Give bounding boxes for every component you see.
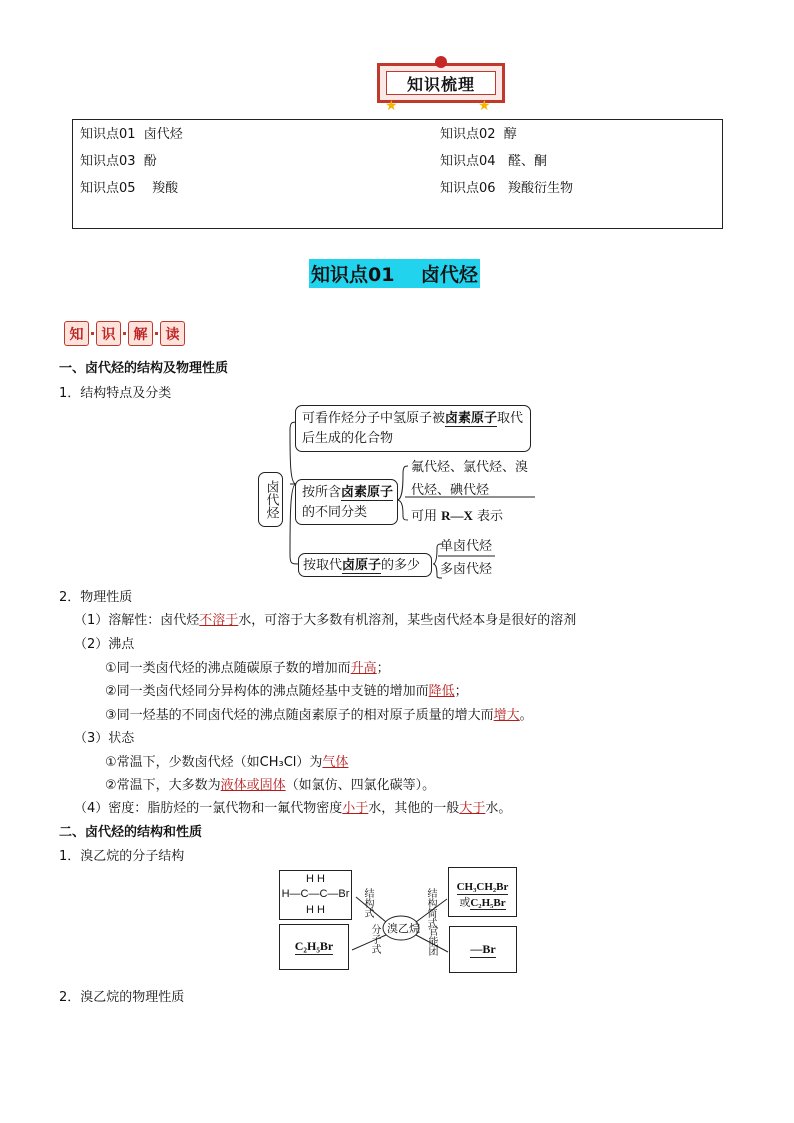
part1-heading: 一、卤代烃的结构及物理性质: [59, 361, 229, 376]
prop-boiling-c: [105, 704, 533, 723]
prop-state-a: [105, 751, 348, 770]
functional-group-box: [449, 926, 517, 973]
text: （4）密度：脂肪烃的一氯代物和一氟代物密度: [74, 801, 343, 816]
text: 水，其他的一般: [368, 801, 460, 816]
chip: 识: [96, 321, 121, 346]
center-label: 溴乙烷: [387, 922, 420, 935]
text: ②同一类卤代烃同分异构体的沸点随烃基中支链的增加而: [105, 684, 429, 699]
star-icon: ★: [385, 98, 398, 114]
box3-text: 的多少: [381, 558, 421, 573]
answer: 不溶于: [199, 613, 239, 628]
part2-heading: 二、卤代烃的结构和性质: [59, 825, 203, 840]
text: 。: [519, 708, 533, 723]
answer: 液体或固体: [220, 778, 286, 793]
prop-state-heading: （3）状态: [74, 731, 135, 746]
text: ；: [454, 684, 468, 699]
diagram-root-label: 卤代烃: [263, 480, 279, 519]
functional-group: —Br: [470, 941, 496, 956]
text: ①同一类卤代烃的沸点随碳原子数的增加而: [105, 661, 351, 676]
box1-text: 取代: [497, 411, 524, 426]
struct-mid: H—C—C—Br: [281, 888, 350, 900]
toc-item[interactable]: 知识点01 卤代烃: [80, 127, 183, 142]
part2-sub1: 1．溴乙烷的分子结构: [59, 849, 185, 864]
condensed-formula-2: C₂H₅Br: [470, 897, 506, 909]
text: ①常温下，少数卤代烃（如CH₃Cl）为: [105, 755, 323, 770]
box2-text: 按所含: [302, 485, 342, 500]
leaf-poly: 多卤代烃: [440, 562, 493, 577]
answer: 气体: [322, 755, 349, 770]
toc-box: [72, 119, 723, 229]
formula-rx: R—X: [441, 508, 473, 523]
chip-separator: [91, 332, 94, 335]
badge-label: 知识梳理: [386, 71, 496, 95]
box3-text: 按取代: [303, 558, 343, 573]
part1-sub2: 2．物理性质: [59, 590, 133, 605]
prop-state-b: [105, 774, 435, 793]
answer: 小于: [342, 801, 369, 816]
part1-sub1: 1．结构特点及分类: [59, 386, 172, 401]
molecular-formula-box: [279, 924, 349, 970]
text: （1）溶解性：卤代烃: [74, 613, 200, 628]
diagram-root: [258, 472, 283, 527]
chip: 知: [64, 321, 89, 346]
formula-pre: 可用: [411, 509, 442, 524]
text: ；: [376, 661, 390, 676]
section-title: 知识点01 卤代烃: [309, 259, 480, 288]
struct-top: H H: [306, 873, 325, 885]
answer: 升高: [350, 661, 377, 676]
star-icon: ★: [478, 98, 491, 114]
label-functional: 官能团: [426, 926, 437, 956]
answer: 大于: [459, 801, 486, 816]
box2-line2: 的不同分类: [302, 505, 368, 520]
prop-solubility: [74, 609, 576, 628]
toc-item[interactable]: 知识点02 醇: [440, 127, 517, 142]
halogen-types-line2: 代烃、碘代烃: [411, 483, 490, 498]
knowledge-chips: [64, 321, 185, 346]
leaf-mono: 单卤代烃: [440, 539, 493, 554]
prop-boiling-b: [105, 680, 468, 699]
diagram-box-by-halogen: [295, 479, 398, 525]
text: ③同一烃基的不同卤代烃的沸点随卤素原子的相对原子质量的增大而: [105, 708, 494, 723]
section-badge: [377, 63, 505, 103]
toc-item[interactable]: 知识点03 酚: [80, 154, 157, 169]
prop-density: [74, 797, 511, 816]
box1-text: 可看作烃分子中氢原子被: [302, 411, 446, 426]
label-structural: 结构式: [362, 888, 373, 918]
badge-pin-icon: [435, 56, 447, 68]
text: ②常温下，大多数为: [105, 778, 221, 793]
answer: 增大: [493, 708, 520, 723]
diagram-box-definition: [295, 405, 531, 452]
condensed-or: 或: [459, 897, 471, 909]
label-condensed: 结构简式: [425, 888, 436, 928]
general-formula-line: [411, 506, 503, 527]
toc-item[interactable]: 知识点06 羧酸衍生物: [440, 181, 573, 196]
prop-boiling-a: [105, 657, 390, 676]
answer: 降低: [428, 684, 455, 699]
chip: 读: [160, 321, 185, 346]
formula-post: 表示: [472, 509, 504, 524]
condensed-formula-box: [448, 867, 517, 917]
diagram-box-by-count: [298, 553, 432, 577]
text: 水，可溶于大多数有机溶剂，某些卤代烃本身是很好的溶剂: [238, 613, 577, 628]
structural-formula-box: [279, 870, 352, 920]
box2-emphasis: 卤素原子: [341, 485, 394, 500]
text: 水。: [485, 801, 512, 816]
text: （如氯仿、四氯化碳等）。: [285, 778, 436, 793]
molecular-formula: C₂H₅Br: [294, 939, 334, 953]
chip-separator: [155, 332, 158, 335]
box3-emphasis: 卤原子: [342, 558, 382, 573]
chip-separator: [123, 332, 126, 335]
toc-item[interactable]: 知识点05 羧酸: [80, 181, 179, 196]
prop-boiling-heading: （2）沸点: [74, 637, 135, 652]
condensed-formula-1: CH₃CH₂Br: [456, 881, 509, 893]
box1-emphasis: 卤素原子: [445, 411, 498, 426]
box1-line2: 后生成的化合物: [302, 431, 394, 446]
label-molecular: 分子式: [369, 924, 380, 954]
part2-sub2: 2．溴乙烷的物理性质: [59, 990, 185, 1005]
halogen-types-line1: 氟代烃、氯代烃、溴: [411, 460, 529, 475]
chip: 解: [128, 321, 153, 346]
struct-bot: H H: [306, 904, 325, 916]
toc-item[interactable]: 知识点04 醛、酮: [440, 154, 547, 169]
